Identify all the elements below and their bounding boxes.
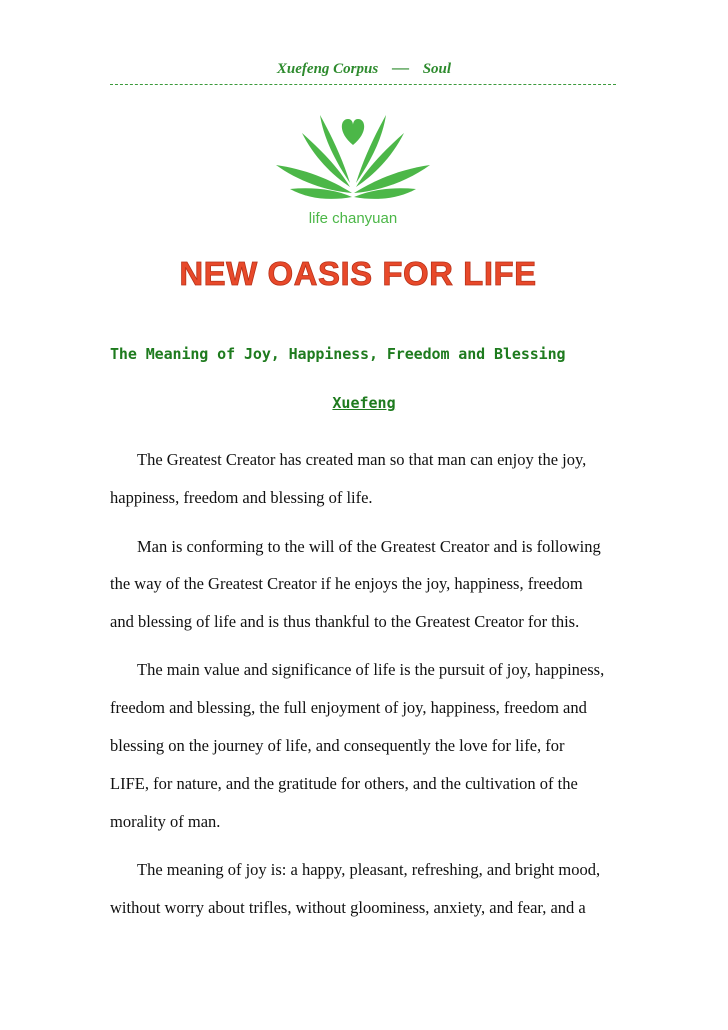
body-line: freedom and blessing, the full enjoyment of joy, happiness, freedom and bbox=[110, 698, 587, 717]
logo-caption: life chanyuan bbox=[308, 210, 398, 227]
body-line: without worry about trifles, without gloominess, anxiety, and fear, and a bbox=[110, 898, 586, 917]
header-separator: — bbox=[391, 58, 409, 77]
body-line: and blessing of life and is thus thankful to the Greatest Creator for this. bbox=[110, 612, 580, 631]
body-line: The main value and significance of life is the pursuit of joy, happiness, bbox=[137, 660, 605, 679]
body-line: The meaning of joy is: a happy, pleasant, refreshing, and bright mood, bbox=[137, 860, 601, 879]
body-line: blessing on the journey of life, and consequently the love for life, for bbox=[110, 736, 565, 755]
body-line: happiness, freedom and blessing of life. bbox=[110, 488, 373, 507]
body-line: Man is conforming to the will of the Greatest Creator and is following bbox=[137, 537, 601, 556]
document-title: The Meaning of Joy, Happiness, Freedom and Blessing bbox=[110, 345, 566, 363]
body-line: The Greatest Creator has created man so that man can enjoy the joy, bbox=[137, 450, 587, 469]
body-line: the way of the Greatest Creator if he enjoys the joy, happiness, freedom bbox=[110, 574, 583, 593]
header-section-name: Soul bbox=[422, 61, 452, 77]
banner-text: NEW OASIS FOR LIFE bbox=[179, 255, 537, 292]
header-dashed-rule bbox=[110, 84, 616, 85]
banner-logo bbox=[176, 254, 540, 294]
document-author: Xuefeng bbox=[332, 394, 396, 412]
body-line: morality of man. bbox=[110, 812, 221, 831]
body-line: LIFE, for nature, and the gratitude for others, and the cultivation of the bbox=[110, 774, 578, 793]
lotus-heart-icon bbox=[268, 105, 438, 230]
header-corpus-name: Xuefeng Corpus bbox=[276, 61, 379, 77]
running-header bbox=[0, 58, 728, 78]
